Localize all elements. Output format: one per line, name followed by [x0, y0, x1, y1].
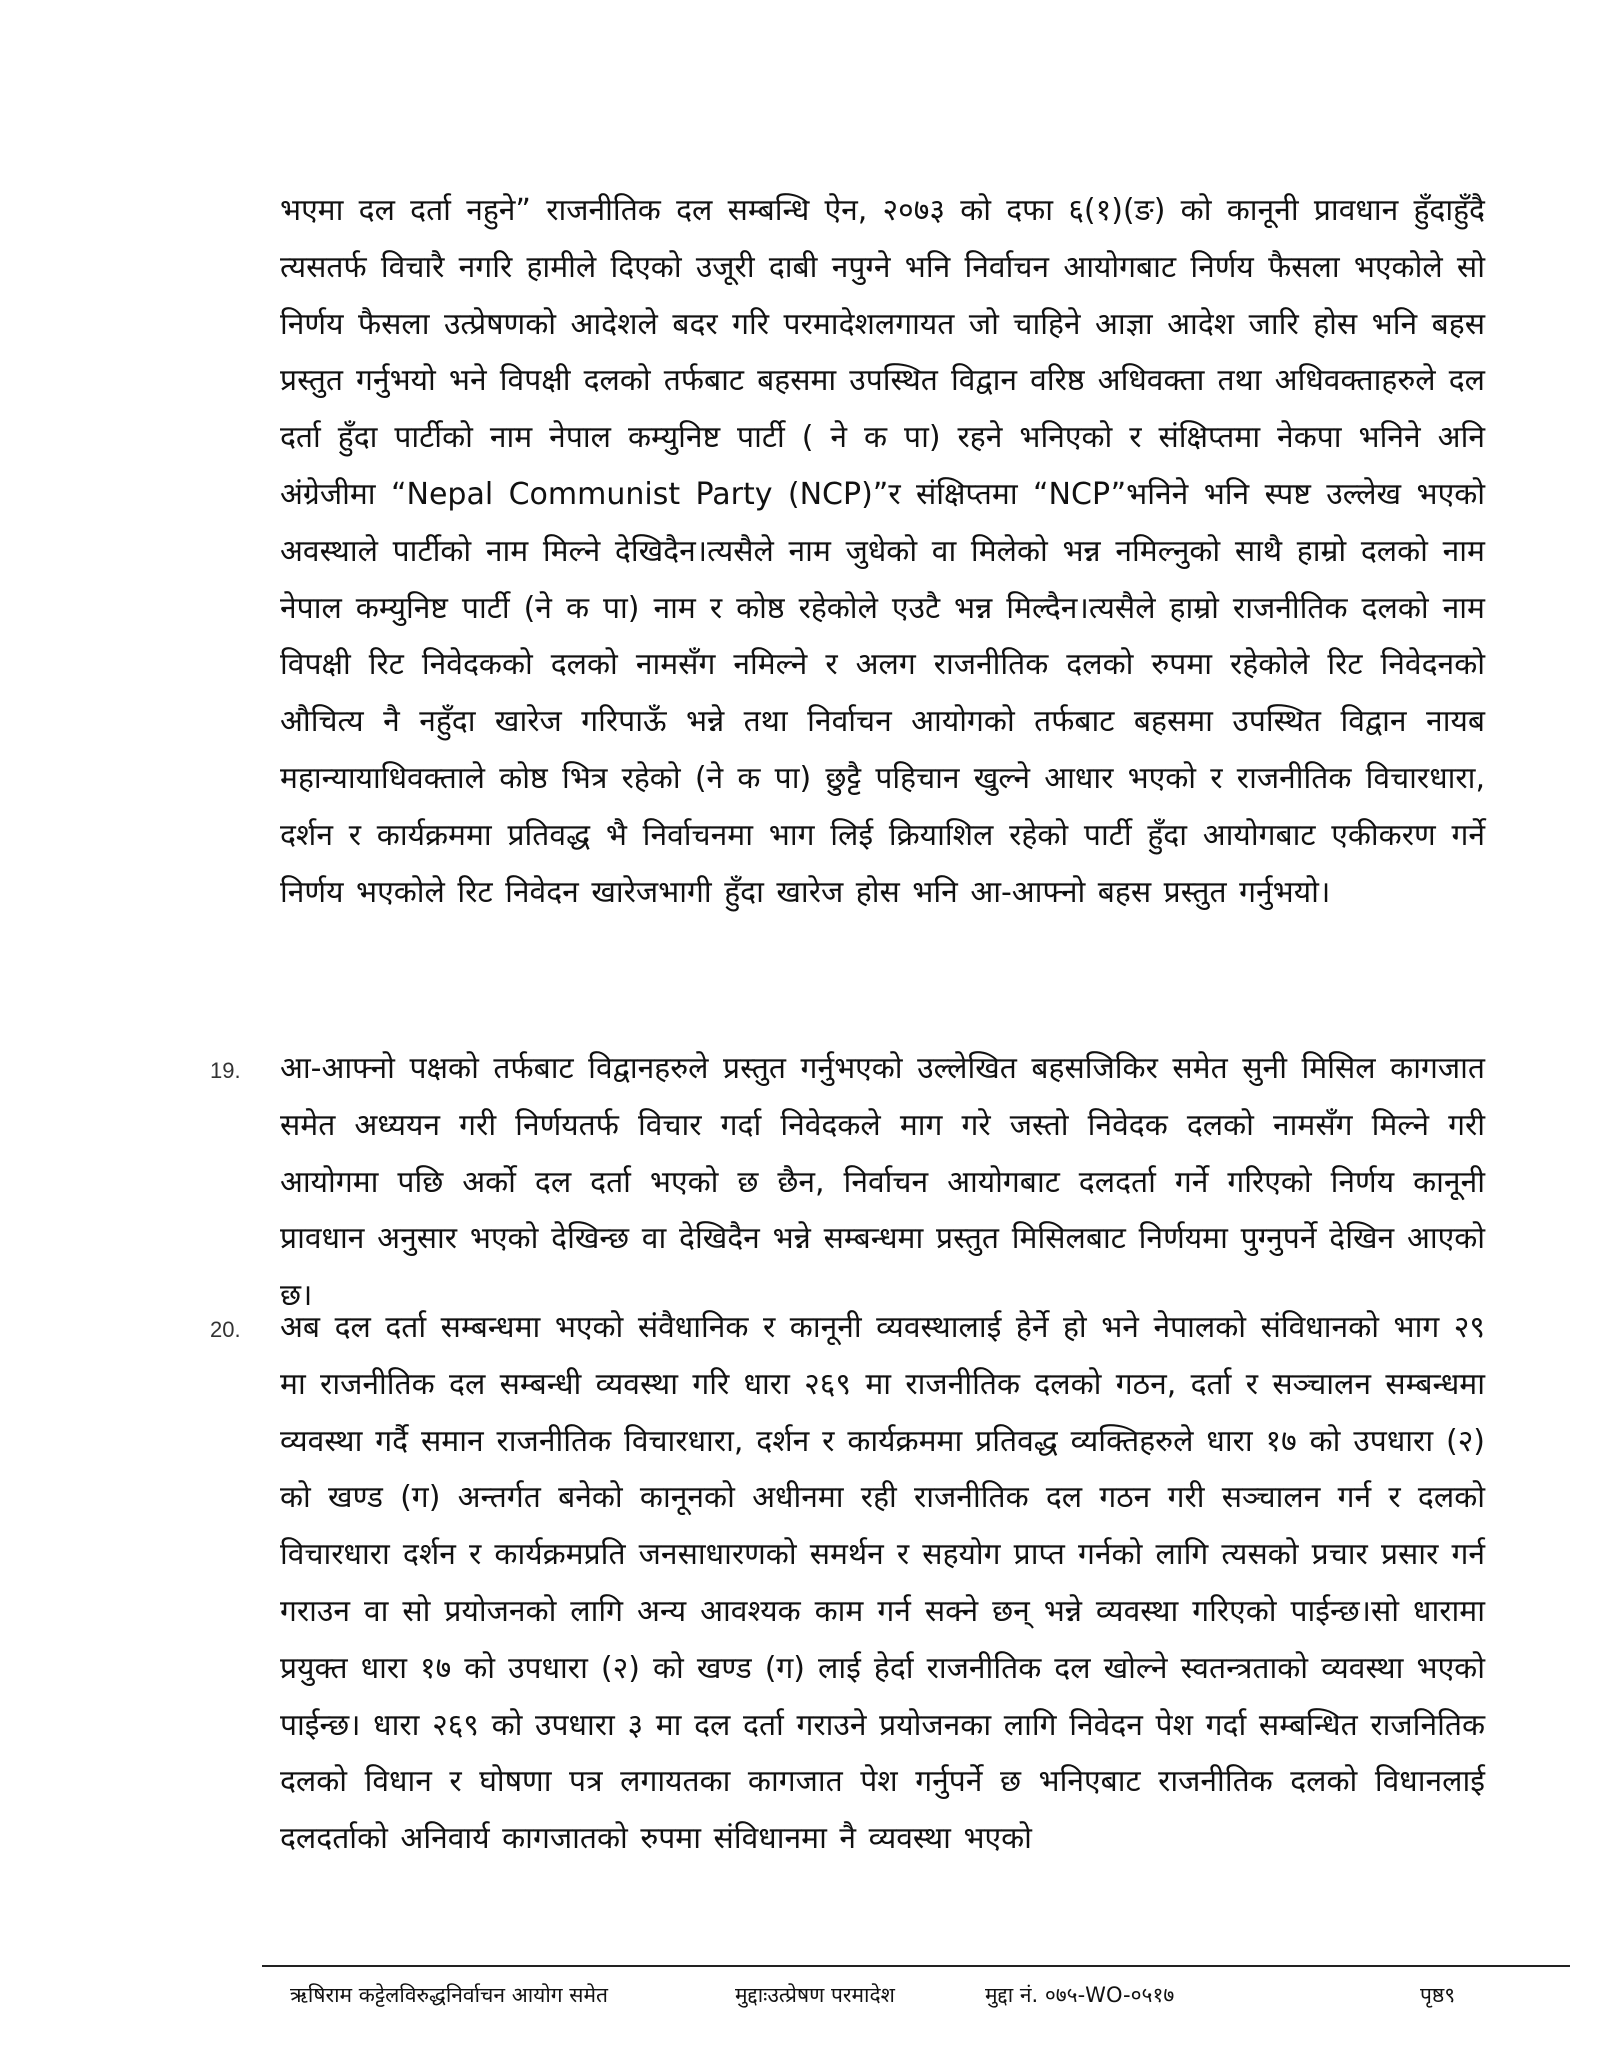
paragraph-19: आ-आफ्नो पक्षको तर्फबाट विद्वानहरुले प्रस्तुत गर्नुभएको उल्लेखित बहसजिकिर समेत सुनी मिसिल कागजात समेत अध्ययन गरी निर्णयतर्फ विचार गर्दा निवेदकले माग गरे जस्तो निवेदक दलको नामसँग मिल्ने गरी आयोगमा पछि अर्को दल दर्ता भएको छ छैन, निर्वाचन आयोगबाट दलदर्ता गर्ने गरिएको निर्णय कानूनी प्रावधान अनुसार भएको देखिन्छ वा देखिदैन भन्ने सम्बन्धमा प्रस्तुत मिसिलबाट निर्णयमा पुग्नुपर्ने देखिन आएको छ।: [280, 1051, 1485, 1314]
paragraph-20: अब दल दर्ता सम्बन्धमा भएको संवैधानिक र कानूनी व्यवस्थालाई हेर्ने हो भने नेपालको संविधानको भाग २९ मा राजनीतिक दल सम्बन्धी व्यवस्था गरि धारा २६९ मा राजनीतिक दलको गठन, दर्ता र सञ्चालन सम्बन्धमा व्यवस्था गर्दै समान राजनीतिक विचारधारा, दर्शन र कार्यक्रममा प्रतिवद्ध व्यक्तिहरुले धारा १७ को उपधारा (२) को खण्ड (ग) अन्तर्गत बनेको कानूनको अधीनमा रही राजनीतिक दल गठन गरी सञ्चालन गर्न र दलको विचारधारा दर्शन र कार्यक्रमप्रति जनसाधारणको समर्थन र सहयोग प्राप्त गर्नको लागि त्यसको प्रचार प्रसार गर्न गराउन वा सो प्रयोजनको लागि अन्य आवश्यक काम गर्न सक्ने छन् भन्ने व्यवस्था गरिएको पाईन्छ।सो धारामा प्रयुक्त धारा १७ को उपधारा (२) को खण्ड (ग) लाई हेर्दा राजनीतिक दल खोल्ने स्वतन्त्रताको व्यवस्था भएको पाईन्छ। धारा २६९ को उपधारा ३ मा दल दर्ता गराउने प्रयोजनका लागि निवेदन पेश गर्दा सम्बन्धित राजनितिक दलको विधान र घोषणा पत्र लगायतका कागजात पेश गर्नुपर्ने छ भनिएबाट राजनीतिक दलको विधानलाई दलदर्ताको अनिवार्य कागजातको रुपमा संविधानमा नै व्यवस्था भएको: [280, 1310, 1485, 1857]
footer-case-number: मुद्दा नं. ०७५-WO-०५१७: [985, 1983, 1175, 2007]
paragraph-number-20: 20.: [210, 1317, 241, 1342]
paragraph-number-19: 19.: [210, 1058, 241, 1083]
paragraph-continued: भएमा दल दर्ता नहुने” राजनीतिक दल सम्बन्धि ऐन, २०७३ को दफा ६(१)(ङ) को कानूनी प्रावधान हुँदाहुँदै त्यसतर्फ विचारै नगरि हामीले दिएको उजूरी दाबी नपुग्ने भनि निर्वाचन आयोगबाट निर्णय फैसला भएकोले सो निर्णय फैसला उत्प्रेषणको आदेशले बदर गरि परमादेशलगायत जो चाहिने आज्ञा आदेश जारि होस भनि बहस प्रस्तुत गर्नुभयो भने विपक्षी दलको तर्फबाट बहसमा उपस्थित विद्वान वरिष्ठ अधिवक्ता तथा अधिवक्ताहरुले दल दर्ता हुँदा पार्टीको नाम नेपाल कम्युनिष्ट पार्टी ( ने क पा) रहने भनिएको र संक्षिप्तमा नेकपा भनिने अनि अंग्रेजीमा “Nepal Communist Party (NCP)”र संक्षिप्तमा “NCP”भनिने भनि स्पष्ट उल्लेख भएको अवस्थाले पार्टीको नाम मिल्ने देखिदैन।त्यसैले नाम जुधेको वा मिलेको भन्न नमिल्नुको साथै हाम्रो दलको नाम नेपाल कम्युनिष्ट पार्टी (ने क पा) नाम र कोष्ठ रहेकोले एउटै भन्न मिल्दैन।त्यसैले हाम्रो राजनीतिक दलको नाम विपक्षी रिट निवेदकको दलको नामसँग नमिल्ने र अलग राजनीतिक दलको रुपमा रहेकोले रिट निवेदनको औचित्य नै नहुँदा खारेज गरिपाऊँ भन्ने तथा निर्वाचन आयोगको तर्फबाट बहसमा उपस्थित विद्वान नायब महान्यायाधिवक्ताले कोष्ठ भित्र रहेको (ने क पा) छुट्टै पहिचान खुल्ने आधार भएको र राजनीतिक विचारधारा, दर्शन र कार्यक्रममा प्रतिवद्ध भै निर्वाचनमा भाग लिई क्रियाशिल रहेको पार्टी हुँदा आयोगबाट एकीकरण गर्ने निर्णय भएकोले रिट निवेदन खारेजभागी हुँदा खारेज होस भनि आ-आफ्नो बहस प्रस्तुत गर्नुभयो।: [280, 193, 1485, 910]
footer-case-parties: ऋषिराम कट्टेलविरुद्धनिर्वाचन आयोग समेत: [290, 1983, 609, 2007]
footer-case-type: मुद्दाःउत्प्रेषण परमादेश: [735, 1983, 895, 2007]
footer-page-number: पृष्ठ९: [1420, 1983, 1456, 2007]
footer-divider: [262, 1965, 1570, 1967]
